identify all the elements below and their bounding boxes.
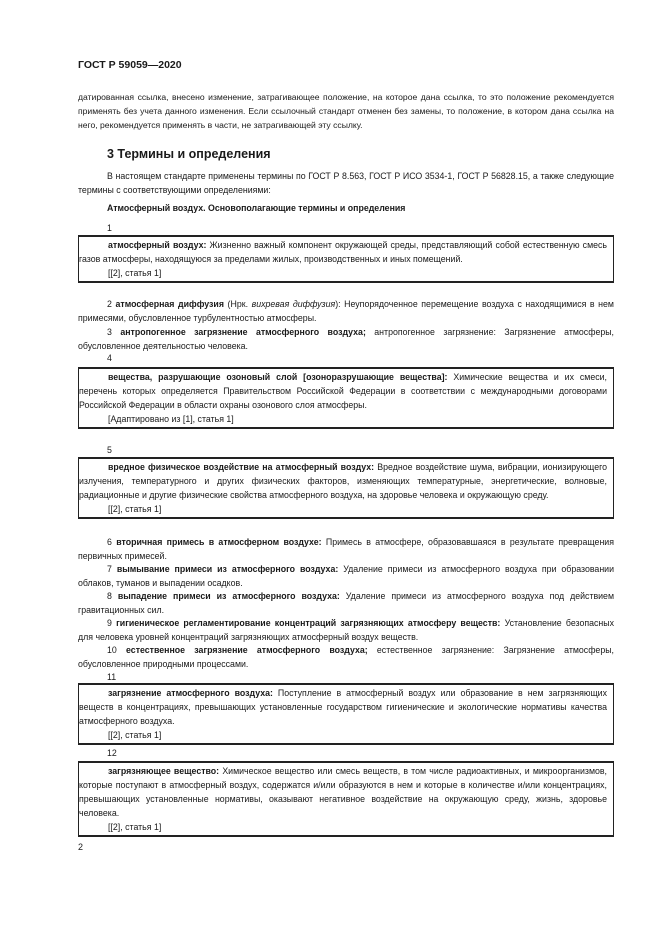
term-name: вредное физическое воздействие на атмосферный воздух:	[108, 462, 375, 472]
term-name: антропогенное загрязнение атмосферного воздуха;	[120, 327, 366, 337]
term-number: 3	[107, 327, 112, 337]
term-name: гигиеническое регламентирование концентраций загрязняющих атмосферу веществ:	[116, 618, 501, 628]
term-entry	[78, 325, 614, 353]
definition-text: Удаление примеси из атмосферного воздуха под действием гравитационных сил.	[78, 591, 614, 615]
term-name: загрязнение атмосферного воздуха:	[108, 688, 273, 698]
definition-text: Жизненно важный компонент окружающей среды, представляющий собой естественную смесь газов атмосферы, находящуюся за пределами жилых, производственных и иных помещений.	[79, 240, 608, 264]
term-name: загрязняющее вещество:	[108, 766, 220, 776]
definition-text: естественное загрязнение: Загрязнение атмосферы, обусловленное природными процессами.	[78, 645, 614, 669]
term-name: атмосферный воздух:	[108, 240, 207, 250]
term-definition	[79, 460, 607, 502]
term-number: 8	[107, 591, 112, 601]
term-source: [[2], статья 1]	[108, 730, 162, 740]
term-box	[78, 683, 614, 745]
term-definition	[79, 686, 607, 728]
term-definition	[79, 764, 607, 820]
term-entry	[78, 589, 614, 617]
term-definition	[79, 370, 607, 412]
definition-text: Примесь в атмосфере, образовавшаяся в результате превращения первичных примесей.	[78, 537, 614, 561]
term-entry	[78, 616, 614, 644]
term-entry	[78, 297, 614, 325]
term-name: вымывание примеси из атмосферного воздуха:	[116, 564, 339, 574]
term-name: вещества, разрушающие озоновый слой [озоноразрушающие вещества]:	[108, 372, 448, 382]
definition-text: Удаление примеси из атмосферного воздуха при образовании облаков, туманов и выпадении осадков.	[78, 564, 615, 588]
term-number: 2	[107, 299, 112, 309]
term-box	[78, 457, 614, 519]
section-lead: В настоящем стандарте применены термины по ГОСТ Р 8.563, ГОСТ Р ИСО 3534-1, ГОСТ Р 56828.15, а также следующие термины с соответствующими определениями:	[78, 171, 614, 195]
term-number: 7	[107, 564, 112, 574]
nrk-prefix: (Нрк.	[223, 299, 252, 309]
definition-text: Химическое вещество или смесь веществ, в том числе радиоактивных, и микроорганизмов, которые поступают в атмосферный воздух, содержатся и/или образуются в нем и которые в количестве и/или концентрациях, превышающих установленные нормативы, оказывают негативное воздействие на окружающую среду, жизнь, здоровье человека.	[79, 766, 608, 818]
definition-text: антропогенное загрязнение: Загрязнение атмосферы, обусловленное деятельностью человека.	[78, 327, 614, 351]
document-header: ГОСТ Р 59059—2020	[78, 59, 182, 71]
definition-text: ): Неупорядоченное перемещение воздуха с находящимися в нем примесями, обусловленное турбулентностью атмосферы.	[78, 299, 614, 323]
definition-text: Поступление в атмосферный воздух или образование в нем загрязняющих веществ в концентрациях, превышающих установленные государством гигиенические и экологические нормативы качества атмосферного воздуха.	[79, 688, 607, 726]
intro-paragraph: датированная ссылка, внесено изменение, затрагивающее положение, на которое дана ссылка, то это положение рекомендуется применять без учета данного изменения. Если ссылочный стандарт отменен без замены, то положение, в котором дана ссылка на него, рекомендуется применять в части, не затрагивающей эту ссылку.	[78, 92, 614, 130]
term-number: 11	[107, 672, 117, 682]
term-source: [[2], статья 1]	[108, 822, 162, 832]
definition-text: Установление безопасных для человека уровней концентраций загрязняющих атмосферный воздух веществ.	[78, 618, 615, 642]
term-box	[78, 367, 614, 429]
term-source: [[2], статья 1]	[108, 268, 162, 278]
term-entry	[78, 562, 614, 590]
term-name: естественное загрязнение атмосферного воздуха;	[126, 645, 368, 655]
term-number: 9	[107, 618, 112, 628]
term-number: 4	[107, 353, 112, 363]
subheading: Атмосферный воздух. Основополагающие термины и определения	[107, 203, 406, 213]
definition-text: Вредное воздействие шума, вибрации, ионизирующего излучения, температурного и других физических факторов, изменяющих температурные, энергетические, волновые, радиационные и другие физические свойства атмосферного воздуха, на здоровье человека и окружающую среду.	[79, 462, 607, 500]
term-source: [Адаптировано из [1], статья 1]	[108, 414, 234, 424]
term-entry	[78, 535, 614, 563]
term-definition	[79, 238, 607, 266]
term-number: 1	[107, 223, 112, 233]
page-number: 2	[78, 842, 84, 852]
term-name: атмосферная диффузия	[115, 299, 224, 309]
term-number: 10	[107, 645, 117, 655]
term-name: вторичная примесь в атмосферном воздухе:	[116, 537, 322, 547]
term-number: 5	[107, 445, 112, 455]
nrk-term: вихревая диффузия	[251, 299, 336, 309]
term-name: выпадение примеси из атмосферного воздуха:	[117, 591, 340, 601]
term-number: 12	[107, 748, 117, 758]
term-number: 6	[107, 537, 112, 547]
term-source: [[2], статья 1]	[108, 504, 162, 514]
term-entry	[78, 643, 614, 671]
term-box	[78, 761, 614, 837]
section-title: 3 Термины и определения	[107, 147, 271, 161]
term-box	[78, 235, 614, 283]
definition-text: Химические вещества и их смеси, перечень которых определяется Правительством Российской Федерации в соответствии с международными договорами Российской Федерации в области охраны озонового слоя атмосферы.	[79, 372, 607, 410]
